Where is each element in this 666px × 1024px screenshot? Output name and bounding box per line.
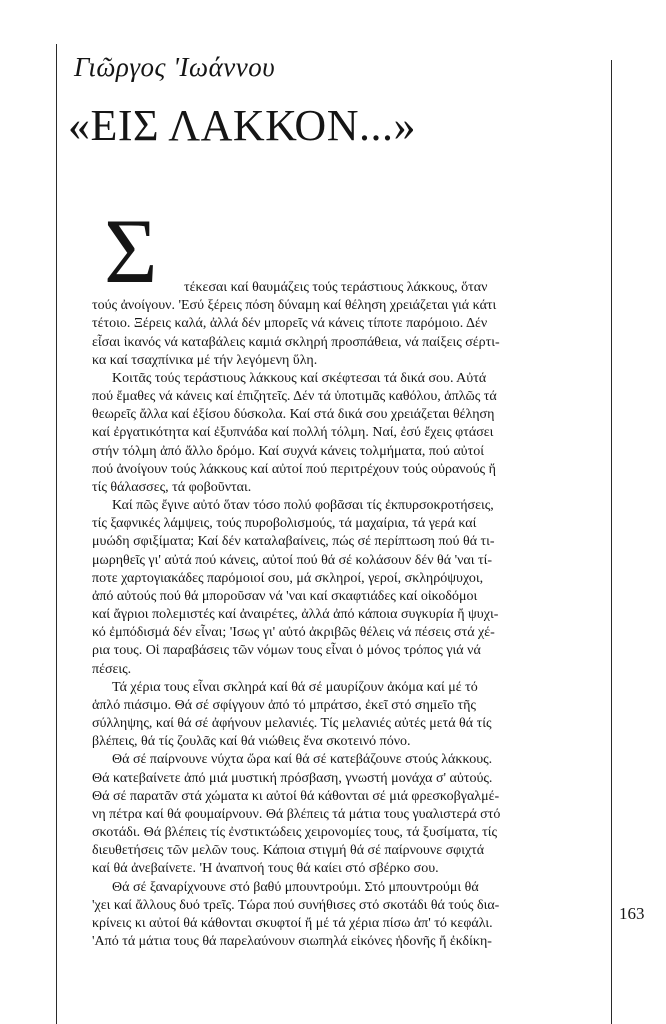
text-line: Θά κατεβαίνετε ἀπό μιά μυστική πρόσβαση, γνωστή μονάχα σ' αὐτούς.: [92, 770, 493, 786]
text-line: τίς θάλασσες, τά φοβοῦνται.: [92, 479, 252, 495]
text-line: Κοιτᾶς τούς τεράστιους λάκκους καί σκέφτεσαι τά δικά σου. Αὐτά: [112, 370, 487, 386]
text-line: Θά σέ ξαναρίχνουνε στό βαθύ μπουντρούμι. Στό μπουντρούμι θά: [112, 879, 479, 895]
text-line: βλέπεις, θά τίς ζουλᾶς καί θά νιώθεις ἕνα σκοτεινό πόνο.: [92, 734, 411, 750]
text-line: Καί πῶς ἔγινε αὐτό ὅταν τόσο πολύ φοβᾶσαι τίς ἐκπυρσοκροτήσεις,: [112, 498, 494, 513]
text-line: πέσεις.: [92, 661, 132, 677]
text-line: ποτε χαρτογιακάδες παρόμοιοί σου, μά σκληροί, γεροί, σκληρόψυχοι,: [92, 570, 484, 586]
page-number: 163: [619, 904, 645, 923]
right-rule: [611, 60, 612, 1024]
text-line: ἀπό αὐτούς πού θά μποροῦσαν νά 'ναι καί σκαφτιάδες καί οἰκοδόμοι: [92, 588, 478, 604]
text-line: μυώδη σφιξίματα; Καί δέν καταλαβαίνεις, πώς σέ περίπτωση πού θά τι-: [92, 534, 495, 550]
text-line: Θά σέ παρατᾶν στά χώματα κι αὐτοί θά κάθονται σέ μιά φρεσκοβγαλμέ-: [92, 788, 500, 804]
text-line: 'χει καί ἄλλους δυό τρεῖς. Τώρα πού συνήθισες στό σκοτάδι θά τούς δια-: [92, 897, 500, 913]
text-line: τέτοιο. Ξέρεις καλά, ἀλλά δέν μπορεῖς νά κάνεις τίποτε παρόμοιο. Δέν: [92, 316, 488, 332]
text-line: τίς ξαφνικές λάμψεις, τούς πυροβολισμούς, τά μαχαίρια, τά γερά καί: [92, 516, 477, 532]
text-line: σύλληψης, καί θά σέ ἀφήνουν μελανιές. Τίς μελανιές αὐτές μετά θά τίς: [92, 716, 492, 732]
text-line: σκοτάδι. Θά βλέπεις τίς ἐνστικτώδεις χειρονομίες τους, τά ξυσίματα, τίς: [92, 825, 498, 841]
text-line: μωρηθεῖς γι' αὐτά πού κάνεις, αὐτοί πού θά σέ κολάσουν δέν θά 'ναι τί-: [92, 552, 493, 568]
text-line: ρια τους. Οἱ παραβάσεις τῶν νόμων τους εἶναι ὁ μόνος τρόπος γιά νά: [92, 643, 481, 659]
text-line: πού ἀνοίγουν τούς λάκκους καί αὐτοί πού περιτρέχουν τούς οὐρανούς ἤ: [92, 461, 496, 477]
text-line: στήν τόλμη ἀπό ἄλλο δρόμο. Καί συχνά κάνεις τολμήματα, πού αὐτοί: [92, 443, 485, 459]
drop-cap: Σ: [104, 200, 158, 302]
text-line: εἶσαι ἱκανός νά καταβάλεις καμιά σκληρή προσπάθεια, νά παίξεις σέρτι-: [92, 334, 500, 350]
left-rule: [56, 44, 57, 1024]
text-line: τούς ἀνοίγουν. 'Εσύ ξέρεις πόση δύναμη καί θέληση χρειάζεται γιά κάτι: [92, 298, 497, 314]
text-line: τέκεσαι καί θαυμάζεις τούς τεράστιους λάκκους, ὅταν: [184, 280, 488, 295]
text-line: καί ἄγριοι πολεμιστές καί ἀναιρέτες, ἀλλά ἀπό κάποια συγκυρία ἤ ψυχι-: [92, 607, 499, 623]
author-name: Γιῶργος 'Ιωάννου: [74, 52, 276, 82]
text-line: ἁπλό πιάσιμο. Θά σέ σφίγγουν ἀπό τό μπράτσο, ἐκεῖ στό σημεῖο τῆς: [92, 697, 476, 713]
text-line: κρίνεις κι αὐτοί θά κάθονται σκυφτοί ἤ μέ τά χέρια πίσω ἀπ' τό κεφάλι.: [92, 916, 493, 931]
text-line: Θά σέ παίρνουνε νύχτα ὥρα καί θά σέ κατεβάζουνε στούς λάκκους.: [112, 752, 493, 768]
text-line: διευθετήσεις τῶν μελῶν τους. Κάποια στιγμή θά σέ παίρνουνε σφιχτά: [92, 843, 485, 859]
text-line: καί θά ἀνεβαίνετε. 'Η ἀναπνοή τους θά καίει στό σβέρκο σου.: [92, 861, 439, 877]
article-title: «ΕΙΣ ΛΑΚΚΟΝ...»: [68, 101, 416, 150]
text-line: νη πέτρα καί θά φουμαίρνουν. Θά βλέπεις τά μάτια τους γυαλιστερά στό: [92, 806, 501, 822]
text-line: καί ἐργατικότητα καί ἐξυπνάδα καί πολλή τόλμη. Ναί, ἐσύ ἔχεις φτάσει: [92, 425, 494, 441]
text-line: Τά χέρια τους εἶναι σκληρά καί θά σέ μαυρίζουν ἀκόμα καί μέ τό: [112, 679, 478, 695]
text-line: κα καί τσαχπίνικα μέ τήν λεγόμενη ὕλη.: [92, 352, 318, 368]
text-line: πού ἔμαθες νά κάνεις καί ἐπιζητεῖς. Δέν τά ὑποτιμᾶς καθόλου, ἁπλῶς τά: [92, 389, 497, 404]
text-line: κό ἐμπόδισμά δέν εἶναι; 'Ισως γι' αὐτό ἀκριβῶς θέλεις νά πέσεις στά χέ-: [92, 625, 495, 641]
text-line: θεωρεῖς ἄλλα καί ἐξίσου δύσκολα. Καί στά δικά σου χρειάζεται θέληση: [92, 407, 495, 423]
text-line: 'Από τά μάτια τους θά παρελαύνουν σιωπηλά εἰκόνες ἡδονῆς ἤ ἐκδίκη-: [92, 934, 492, 950]
